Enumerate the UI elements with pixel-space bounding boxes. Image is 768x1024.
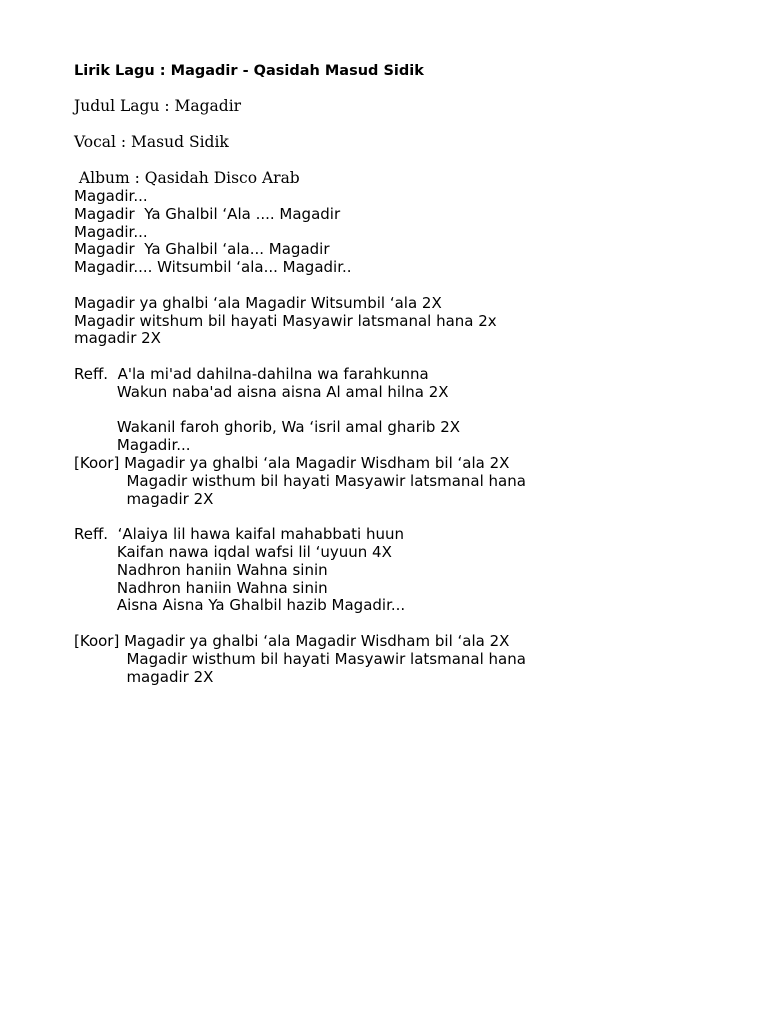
lyric-line: Wakun naba'ad aisna aisna Al amal hilna 2X: [74, 382, 449, 401]
lyric-line: magadir 2X: [74, 667, 214, 686]
lyric-line: [Koor] Magadir ya ghalbi ‘ala Magadir Wisdham bil ‘ala 2X: [74, 631, 510, 650]
lyric-line: Magadir Ya Ghalbil ‘ala... Magadir: [74, 240, 330, 259]
lyric-line: Kaifan nawa iqdal wafsi lil ‘uyuun 4X: [74, 542, 392, 561]
blank-line: [74, 508, 734, 526]
lyric-line: Magadir...: [74, 187, 148, 205]
lyrics-body: [74, 188, 734, 686]
lyric-line: Magadir witshum bil hayati Masyawir latsmanal hana 2x: [74, 311, 497, 330]
lyric-line: [Koor] Magadir ya ghalbi ‘ala Magadir Wisdham bil ‘ala 2X: [74, 453, 510, 472]
lyric-line: Magadir wisthum bil hayati Masyawir latsmanal hana: [74, 649, 526, 668]
blank-line: [74, 348, 734, 366]
lyric-line: Nadhron haniin Wahna sinin: [74, 560, 328, 579]
lyric-line: magadir 2X: [74, 329, 161, 348]
lyric-line: Reff. ‘Alaiya lil hawa kaifal mahabbati huun: [74, 525, 404, 544]
album-line: Album : Qasidah Disco Arab: [74, 169, 300, 187]
blank-line: [74, 402, 734, 420]
lyric-line: Magadir wisthum bil hayati Masyawir latsmanal hana: [74, 471, 526, 490]
vocal-line: Vocal : Masud Sidik: [74, 133, 229, 151]
lyric-line: Magadir.... Witsumbil ‘ala... Magadir..: [74, 258, 352, 277]
lyric-line: Magadir ya ghalbi ‘ala Magadir Witsumbil ‘ala 2X: [74, 293, 442, 312]
lyric-line: Magadir Ya Ghalbil ‘Ala .... Magadir: [74, 204, 341, 223]
blank-line: [74, 615, 734, 633]
lyric-line: Aisna Aisna Ya Ghalbil hazib Magadir...: [74, 596, 406, 615]
lyric-line: Wakanil faroh ghorib, Wa ‘isril amal gharib 2X: [74, 418, 461, 437]
lyric-line: Nadhron haniin Wahna sinin: [74, 578, 328, 597]
lyric-line: Magadir...: [74, 436, 191, 455]
document-page: [74, 61, 734, 686]
document-title: Lirik Lagu : Magadir - Qasidah Masud Sidik: [74, 63, 424, 79]
lyric-line: Magadir...: [74, 222, 148, 241]
blank-line: [74, 277, 734, 295]
lyric-line: Reff. A'la mi'ad dahilna-dahilna wa farahkunna: [74, 364, 429, 383]
lyric-line: magadir 2X: [74, 489, 214, 508]
song-title-line: Judul Lagu : Magadir: [74, 97, 242, 115]
